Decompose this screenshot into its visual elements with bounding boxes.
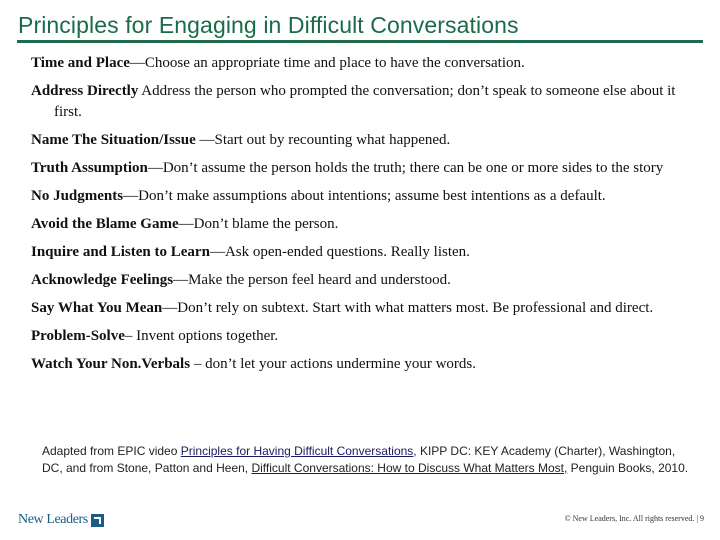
list-item <box>31 270 691 291</box>
source-middle: , KIPP DC: KEY Academy (Charter), Washington, DC, and from Stone, Patton and Heen, <box>42 444 676 475</box>
principle-term: Time and Place <box>31 55 130 71</box>
principle-term: No Judgments <box>31 188 124 204</box>
list-item <box>31 298 691 319</box>
principle-term: Say What You Mean <box>31 300 163 316</box>
principle-text: —Don’t assume the person holds the truth; there can be one or more sides to the story <box>147 160 664 176</box>
principle-text: – don’t let your actions undermine your words. <box>190 356 476 372</box>
principle-term: Truth Assumption <box>31 160 148 176</box>
principle-term: Avoid the Blame Game <box>31 216 179 232</box>
principle-text: —Don’t rely on subtext. Start with what matters most. Be professional and direct. <box>162 300 654 316</box>
new-leaders-logo <box>18 511 104 529</box>
principle-term: Watch Your Non.Verbals <box>31 356 191 372</box>
list-item <box>31 326 691 347</box>
list-item <box>31 158 691 179</box>
principle-term: Inquire and Listen to Learn <box>31 244 210 260</box>
list-item <box>31 130 691 151</box>
list-item <box>31 354 691 375</box>
source-citation <box>42 443 692 477</box>
principle-term: Problem-Solve <box>31 328 125 344</box>
page-title: Principles for Engaging in Difficult Conversations <box>18 12 519 38</box>
principle-text: —Don’t blame the person. <box>178 216 339 232</box>
source-prefix: Adapted from EPIC video <box>42 444 181 458</box>
list-item <box>31 214 691 235</box>
principle-term: Address Directly <box>31 83 139 99</box>
principle-text: —Don’t make assumptions about intentions; assume best intentions as a default. <box>123 188 606 204</box>
principle-text: —Choose an appropriate time and place to have the conversation. <box>129 55 525 71</box>
source-suffix: Penguin Books, 2010. <box>567 461 689 475</box>
list-item <box>31 81 691 123</box>
principle-term: Acknowledge Feelings <box>31 272 174 288</box>
logo-text: New Leaders <box>18 512 88 527</box>
principle-text: —Start out by recounting what happened. <box>195 132 451 148</box>
principle-text: —Ask open-ended questions. Really listen. <box>209 244 470 260</box>
list-item <box>31 186 691 207</box>
principles-list <box>31 53 691 382</box>
list-item <box>31 53 691 74</box>
principle-term: Name The Situation/Issue <box>31 132 196 148</box>
list-item <box>31 242 691 263</box>
copyright-notice: © New Leaders, Inc. All rights reserved. | 9 <box>564 514 704 523</box>
video-link[interactable]: Principles for Having Difficult Conversations <box>180 444 414 458</box>
principle-text: —Make the person feel heard and understood. <box>173 272 451 288</box>
principle-text: Address the person who prompted the conversation; don’t speak to someone else about it first. <box>54 83 676 120</box>
book-title: Difficult Conversations: How to Discuss What Matters Most, <box>251 461 568 475</box>
principle-text: – Invent options together. <box>124 328 279 344</box>
arrow-box-icon <box>91 514 104 527</box>
title-divider <box>17 40 703 43</box>
